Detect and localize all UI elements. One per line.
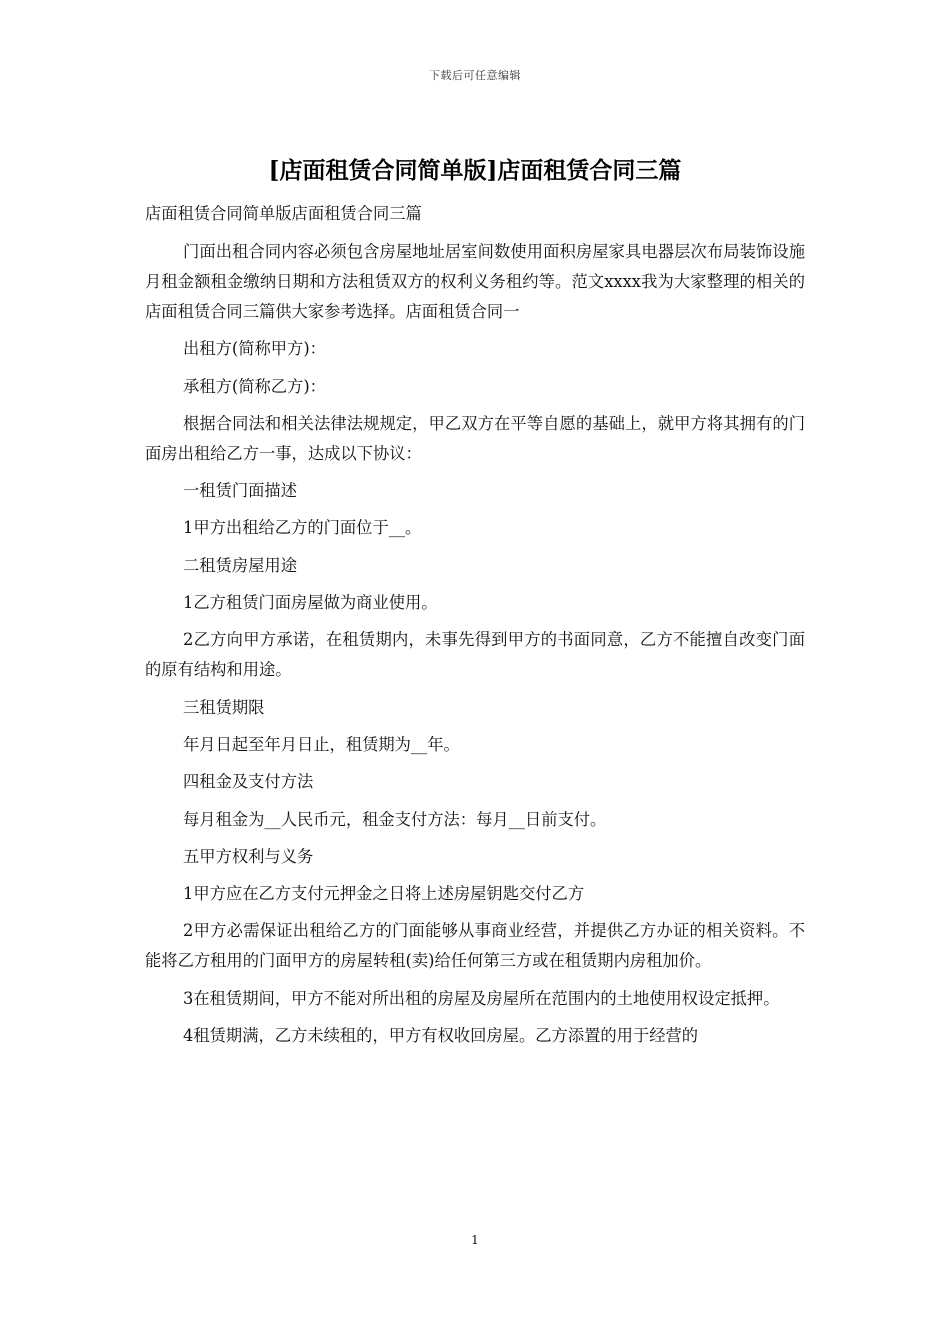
section-heading-4: 四租金及支付方法 [183,772,314,792]
clause-5-1: 1甲方应在乙方支付元押金之日将上述房屋钥匙交付乙方 [183,884,585,904]
document-title: [店面租赁合同简单版]店面租赁合同三篇 [268,157,682,184]
section-heading-5: 五甲方权利与义务 [183,846,314,866]
paragraph-lessee: 承租方(简称乙方)： [183,376,326,396]
page-number: 1 [471,1233,479,1247]
section-heading-1: 一租赁门面描述 [183,481,297,501]
page-header-note: 下载后可任意编辑 [429,69,521,82]
document-subtitle: 店面租赁合同简单版店面租赁合同三篇 [145,204,422,223]
paragraph-intro: 门面出租合同内容必须包含房屋地址居室间数使用面积房屋家具电器层次布局装饰设施月租金额租金缴纳日期和方法租赁双方的权利义务租约等。范文xxxx我为大家整理的相关的店面租赁合同三篇供大家参考选择。店面租赁合同一 [145,242,805,321]
clause-1-1: 1甲方出租给乙方的门面位于__。 [183,518,422,538]
section-heading-3: 三租赁期限 [183,697,265,717]
clause-5-4: 4租赁期满，乙方未续租的，甲方有权收回房屋。乙方添置的用于经营的 [183,1026,699,1046]
clause-3-1: 年月日起至年月日止，租赁期为__年。 [183,734,460,754]
clause-2-1: 1乙方租赁门面房屋做为商业使用。 [183,593,438,613]
clause-5-2: 2甲方必需保证出租给乙方的门面能够从事商业经营，并提供乙方办证的相关资料。不能将乙方租用的门面甲方的房屋转租(卖)给任何第三方或在租赁期内房租加价。 [145,921,805,971]
clause-5-3: 3在租赁期间，甲方不能对所出租的房屋及房屋所在范围内的土地使用权设定抵押。 [183,988,780,1008]
clause-2-2: 2乙方向甲方承诺，在租赁期内，未事先得到甲方的书面同意，乙方不能擅自改变门面的原有结构和用途。 [145,630,805,680]
paragraph-lessor: 出租方(简称甲方)： [183,339,326,359]
document-body [145,199,805,1058]
clause-4-1: 每月租金为__人民币元，租金支付方法：每月__日前支付。 [183,809,607,829]
paragraph-preamble: 根据合同法和相关法律法规规定，甲乙双方在平等自愿的基础上，就甲方将其拥有的门面房出租给乙方一事，达成以下协议： [145,413,805,463]
section-heading-2: 二租赁房屋用途 [183,555,297,575]
